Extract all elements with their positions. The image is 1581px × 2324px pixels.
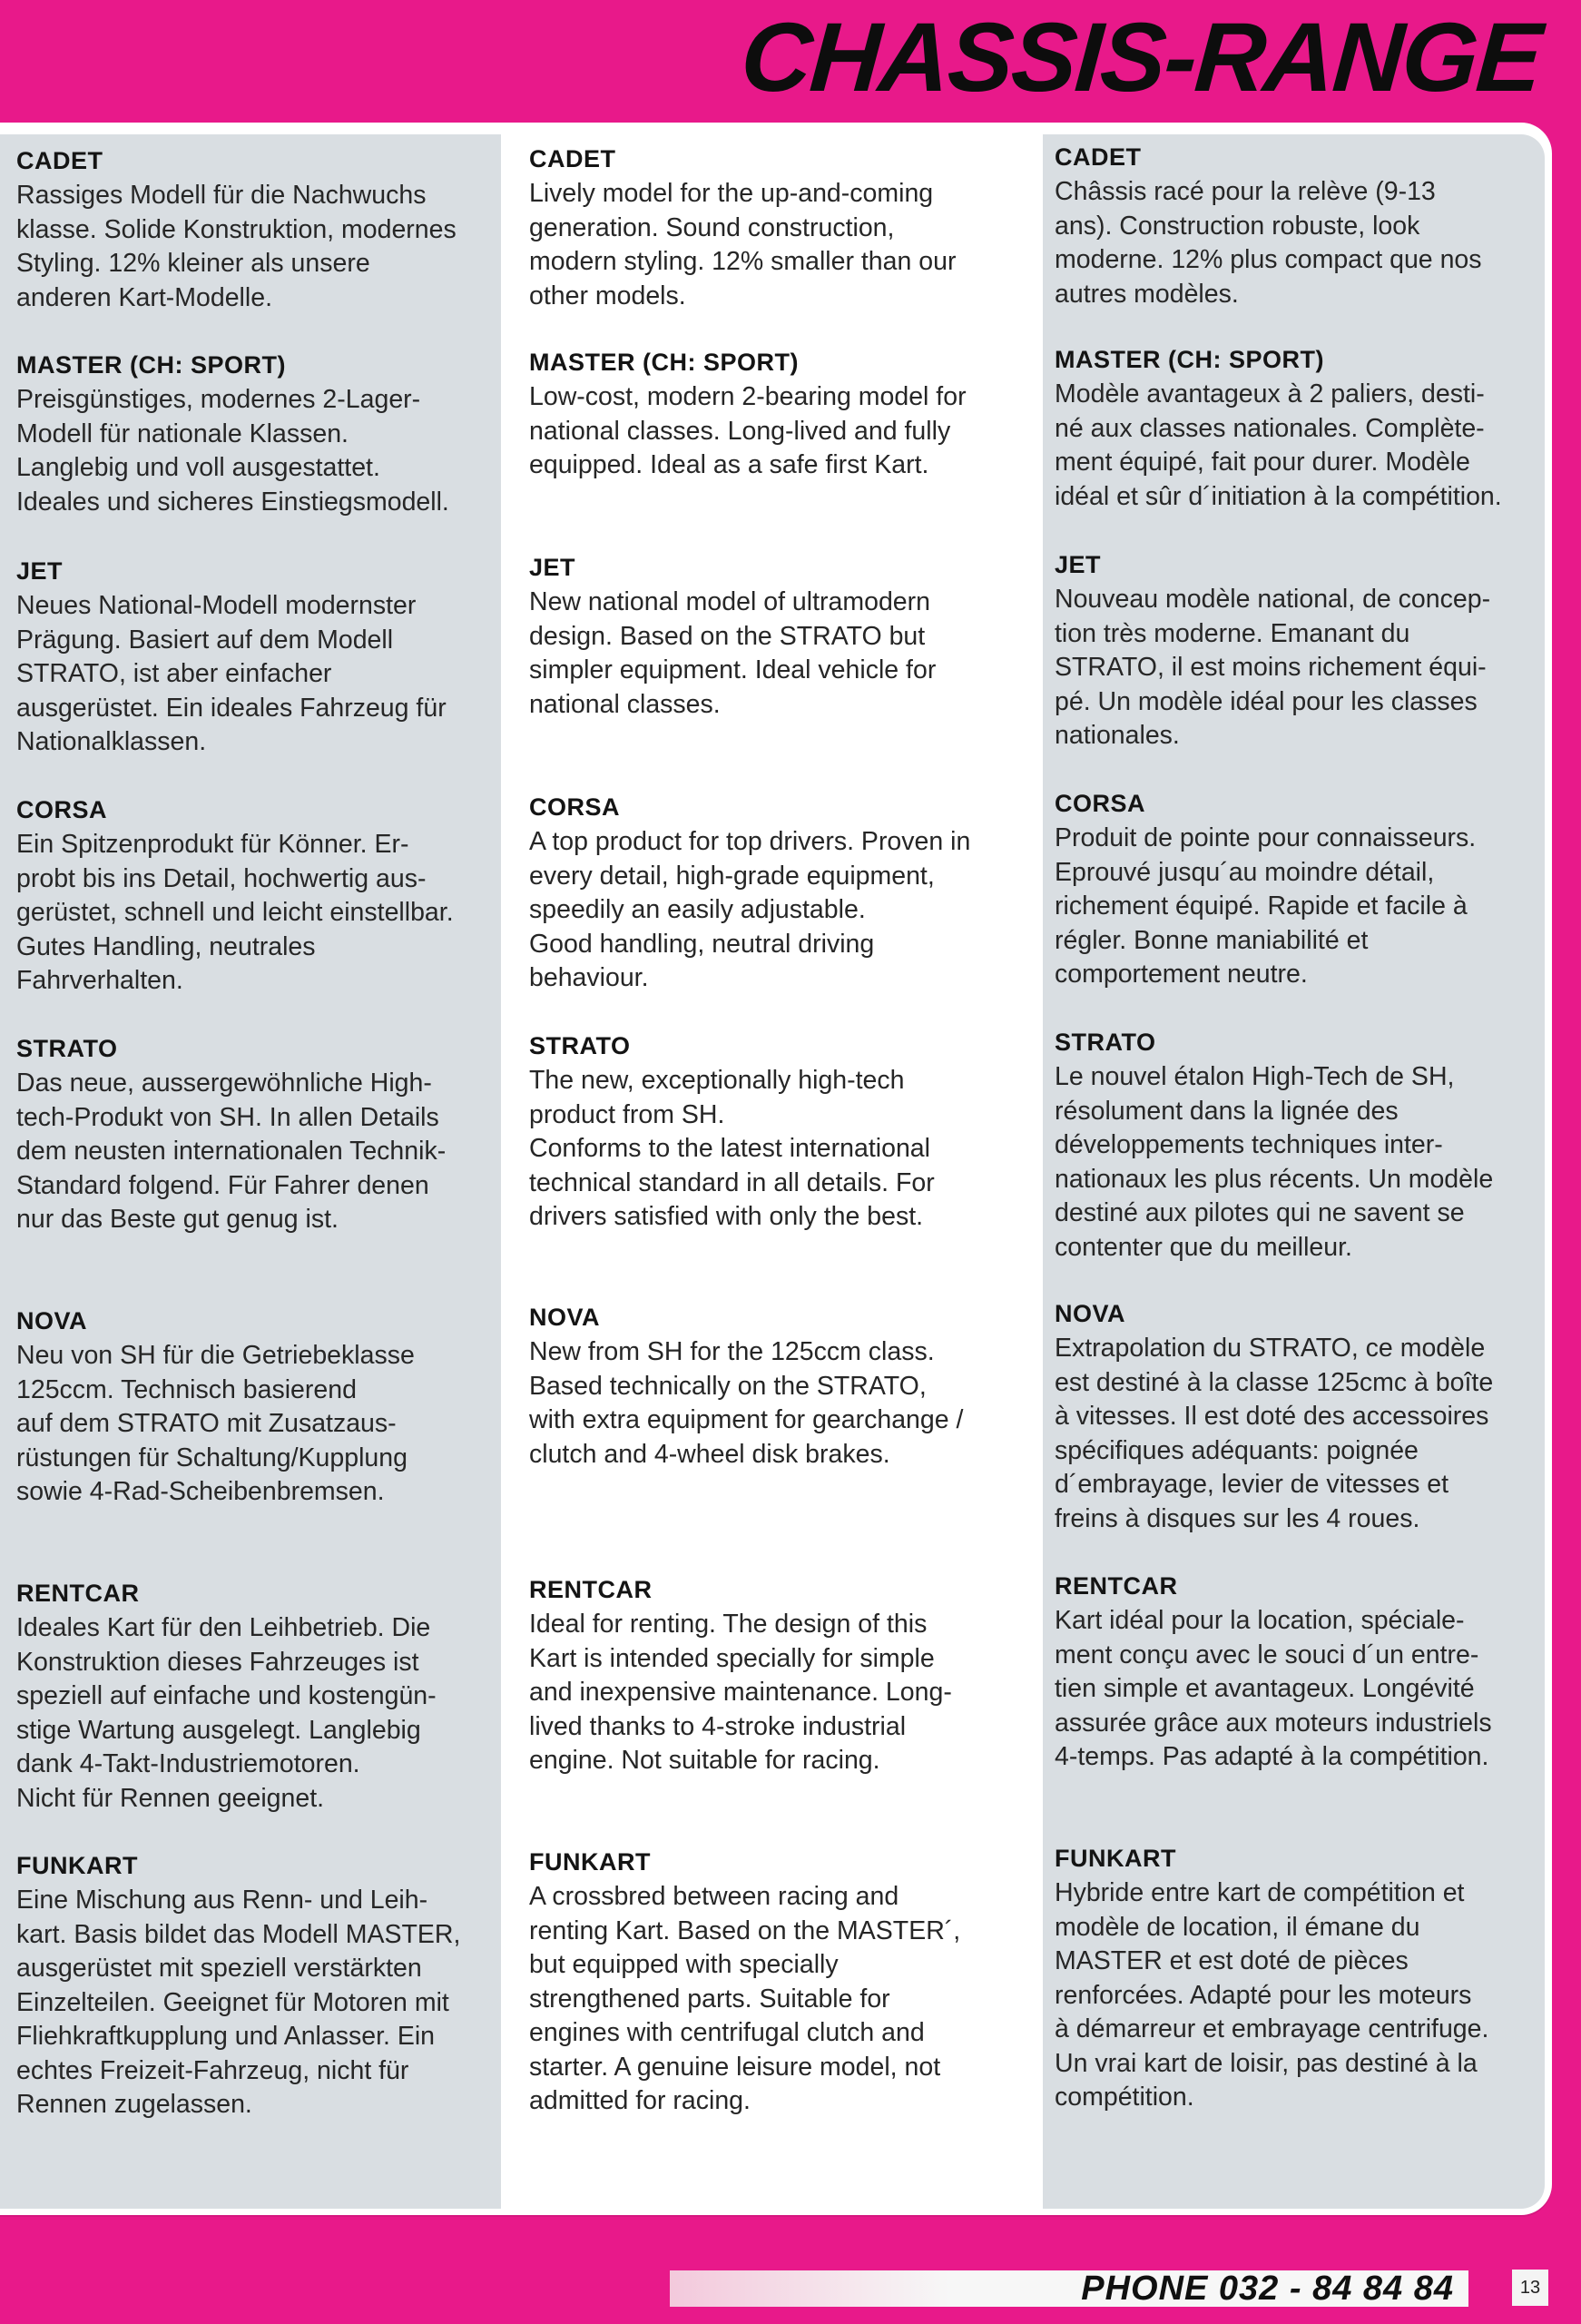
model-description: Hybride entre kart de compétition et modèle de location, il émane du MASTER et est doté de pièces renforcées. Adapté pour les moteurs à démarreur et embrayage centrifuge. Un vrai kart de loisir, pas destiné à la compétition. (1055, 1878, 1489, 2112)
model-heading: FUNKART (529, 1848, 651, 1876)
model-entry-strato (1043, 1027, 1545, 1265)
model-entry-nova (1043, 1298, 1545, 1536)
model-heading: NOVA (529, 1304, 601, 1331)
model-entry-strato (0, 1033, 501, 1237)
model-description: Le nouvel étalon High-Tech de SH, résolument dans la lignée des développements techniques inter- nationaux les plus récents. Un modèle destiné aux pilotes qui ne savent se contenter que du meilleur. (1055, 1062, 1494, 1262)
model-heading: CADET (1055, 143, 1142, 171)
model-description: Ein Spitzenprodukt für Könner. Er- probt bis ins Detail, hochwertig aus- gerüstet, schnell und leicht einstellbar. Gutes Handling, neutrales Fahrverhalten. (16, 830, 454, 995)
model-entry-funkart (1043, 1843, 1545, 2115)
page-number: 13 (1512, 2270, 1548, 2306)
model-heading: CORSA (529, 793, 621, 821)
model-entry-funkart (501, 1846, 1043, 2119)
model-description: Rassiges Modell für die Nachwuchs klasse. Solide Konstruktion, modernes Styling. 12% kleiner als unsere anderen Kart-Modelle. (16, 181, 457, 312)
model-heading: FUNKART (16, 1852, 138, 1879)
model-heading: CORSA (16, 796, 108, 823)
model-heading: CORSA (1055, 790, 1146, 817)
model-entry-master (1043, 344, 1545, 514)
model-heading: STRATO (1055, 1029, 1156, 1056)
model-entry-rentcar (501, 1574, 1043, 1778)
model-entry-cadet (1043, 142, 1545, 311)
model-description: The new, exceptionally high-tech product from SH. Conforms to the latest international technical standard in all details. For drivers satisfied with only the best. (529, 1066, 935, 1231)
model-description: Ideales Kart für den Leihbetrieb. Die Konstruktion dieses Fahrzeuges ist speziell auf einfache und kostengün- stige Wartung ausgelegt. Langlebig dank 4-Takt-Industriemotoren. Nicht für Rennen geeignet. (16, 1613, 437, 1813)
model-heading: JET (529, 554, 576, 581)
column-german (0, 134, 501, 2209)
column-english (501, 134, 1043, 2209)
model-heading: NOVA (16, 1307, 88, 1334)
model-description: Preisgünstiges, modernes 2-Lager- Modell für nationale Klassen. Langlebig und voll ausgestattet. Ideales und sicheres Einstiegsmodell. (16, 385, 449, 517)
model-heading: RENTCAR (1055, 1572, 1178, 1600)
page-title: CHASSIS-RANGE (737, 2, 1545, 112)
model-entry-corsa (501, 792, 1043, 996)
model-entry-nova (501, 1302, 1043, 1472)
model-description: Ideal for renting. The design of this Kart is intended specially for simple and inexpensive maintenance. Long- lived thanks to 4-stroke industrial engine. Not suitable for racing. (529, 1610, 952, 1775)
model-description: Modèle avantageux à 2 paliers, desti- né aux classes nationales. Complète- ment équipé, fait pour durer. Modèle idéal et sûr d´initiation à la compétition. (1055, 379, 1502, 511)
model-description: Das neue, aussergewöhnliche High- tech-Produkt von SH. In allen Details dem neusten internationalen Technik- Standard folgend. Für Fahrer denen nur das Beste gut genug ist. (16, 1068, 447, 1234)
model-description: Lively model for the up-and-coming generation. Sound construction, modern styling. 12% smaller than our other models. (529, 179, 957, 310)
model-heading: RENTCAR (16, 1580, 140, 1607)
model-heading: MASTER (CH: SPORT) (1055, 346, 1324, 373)
model-heading: MASTER (CH: SPORT) (529, 349, 799, 376)
model-entry-funkart (0, 1850, 501, 2122)
model-heading: JET (16, 557, 64, 585)
model-entry-master (0, 350, 501, 519)
model-heading: RENTCAR (529, 1576, 653, 1603)
model-heading: CADET (529, 145, 616, 172)
model-entry-corsa (0, 794, 501, 999)
model-description: Châssis racé pour la relève (9-13 ans). Construction robuste, look moderne. 12% plus compact que nos autres modèles. (1055, 177, 1482, 309)
model-description: New from SH for the 125ccm class. Based technically on the STRATO, with extra equipment for gearchange / clutch and 4-wheel disk brakes. (529, 1337, 964, 1469)
model-description: Produit de pointe pour connaisseurs. Eprouvé jusqu´au moindre détail, richement équipé. Rapide et facile à régler. Bonne maniabilité et comportement neutre. (1055, 823, 1477, 989)
model-description: A top product for top drivers. Proven in every detail, high-grade equipment, speedily an easily adjustable. Good handling, neutral driving behaviour. (529, 827, 971, 992)
model-description: New national model of ultramodern design. Based on the STRATO but simpler equipment. Ideal vehicle for national classes. (529, 587, 937, 719)
model-description: Extrapolation du STRATO, ce modèle est destiné à la classe 125cmc à boîte à vitesses. Il est doté des accessoires spécifiques adéquants: poignée d´embrayage, levier de vitesses et freins à disques sur les 4 roues. (1055, 1334, 1494, 1533)
model-heading: MASTER (CH: SPORT) (16, 351, 286, 379)
model-description: A crossbred between racing and renting Kart. Based on the MASTER´, but equipped with specially strengthened parts. Suitable for engines with centrifugal clutch and starter. A genuine leisure model, not admitted for racing. (529, 1882, 961, 2115)
model-heading: JET (1055, 551, 1102, 578)
column-french (1043, 134, 1545, 2209)
model-description: Neues National-Modell modernster Prägung. Basiert auf dem Modell STRATO, ist aber einfacher ausgerüstet. Ein ideales Fahrzeug für Nationalklassen. (16, 591, 447, 756)
model-heading: STRATO (16, 1035, 118, 1062)
model-heading: CADET (16, 147, 103, 174)
model-entry-jet (0, 556, 501, 760)
model-entry-strato (501, 1030, 1043, 1235)
model-entry-cadet (501, 143, 1043, 313)
model-entry-corsa (1043, 788, 1545, 992)
model-heading: NOVA (1055, 1300, 1126, 1327)
phone-number: PHONE 032 - 84 84 84 (1081, 2270, 1454, 2308)
model-entry-nova (0, 1305, 501, 1510)
model-entry-master (501, 347, 1043, 483)
model-description: Low-cost, modern 2-bearing model for national classes. Long-lived and fully equipped. Ideal as a safe first Kart. (529, 382, 967, 479)
model-entry-jet (1043, 549, 1545, 753)
model-entry-rentcar (1043, 1571, 1545, 1775)
model-entry-jet (501, 552, 1043, 722)
model-entry-cadet (0, 145, 501, 315)
model-description: Nouveau modèle national, de concep- tion très moderne. Emanant du STRATO, il est moins richement équi- pé. Un modèle idéal pour les classes nationales. (1055, 585, 1491, 750)
model-heading: FUNKART (1055, 1845, 1176, 1872)
model-description: Neu von SH für die Getriebeklasse 125ccm. Technisch basierend auf dem STRATO mit Zusatzaus- rüstungen für Schaltung/Kupplung sowie 4-Rad-Scheibenbremsen. (16, 1341, 415, 1506)
model-heading: STRATO (529, 1032, 631, 1059)
model-entry-rentcar (0, 1578, 501, 1816)
model-description: Kart idéal pour la location, spéciale- ment conçu avec le souci d´un entre- tien simple et avantageux. Longévité assurée grâce aux moteurs industriels 4-temps. Pas adapté à la compétition. (1055, 1606, 1492, 1771)
model-description: Eine Mischung aus Renn- und Leih- kart. Basis bildet das Modell MASTER, ausgerüstet mit speziell verstärkten Einzelteilen. Geeignet für Motoren mit Fliehkraftkupplung und Anlasser. Ein echtes Freizeit-Fahrzeug, nicht für Rennen zugelassen. (16, 1886, 461, 2119)
